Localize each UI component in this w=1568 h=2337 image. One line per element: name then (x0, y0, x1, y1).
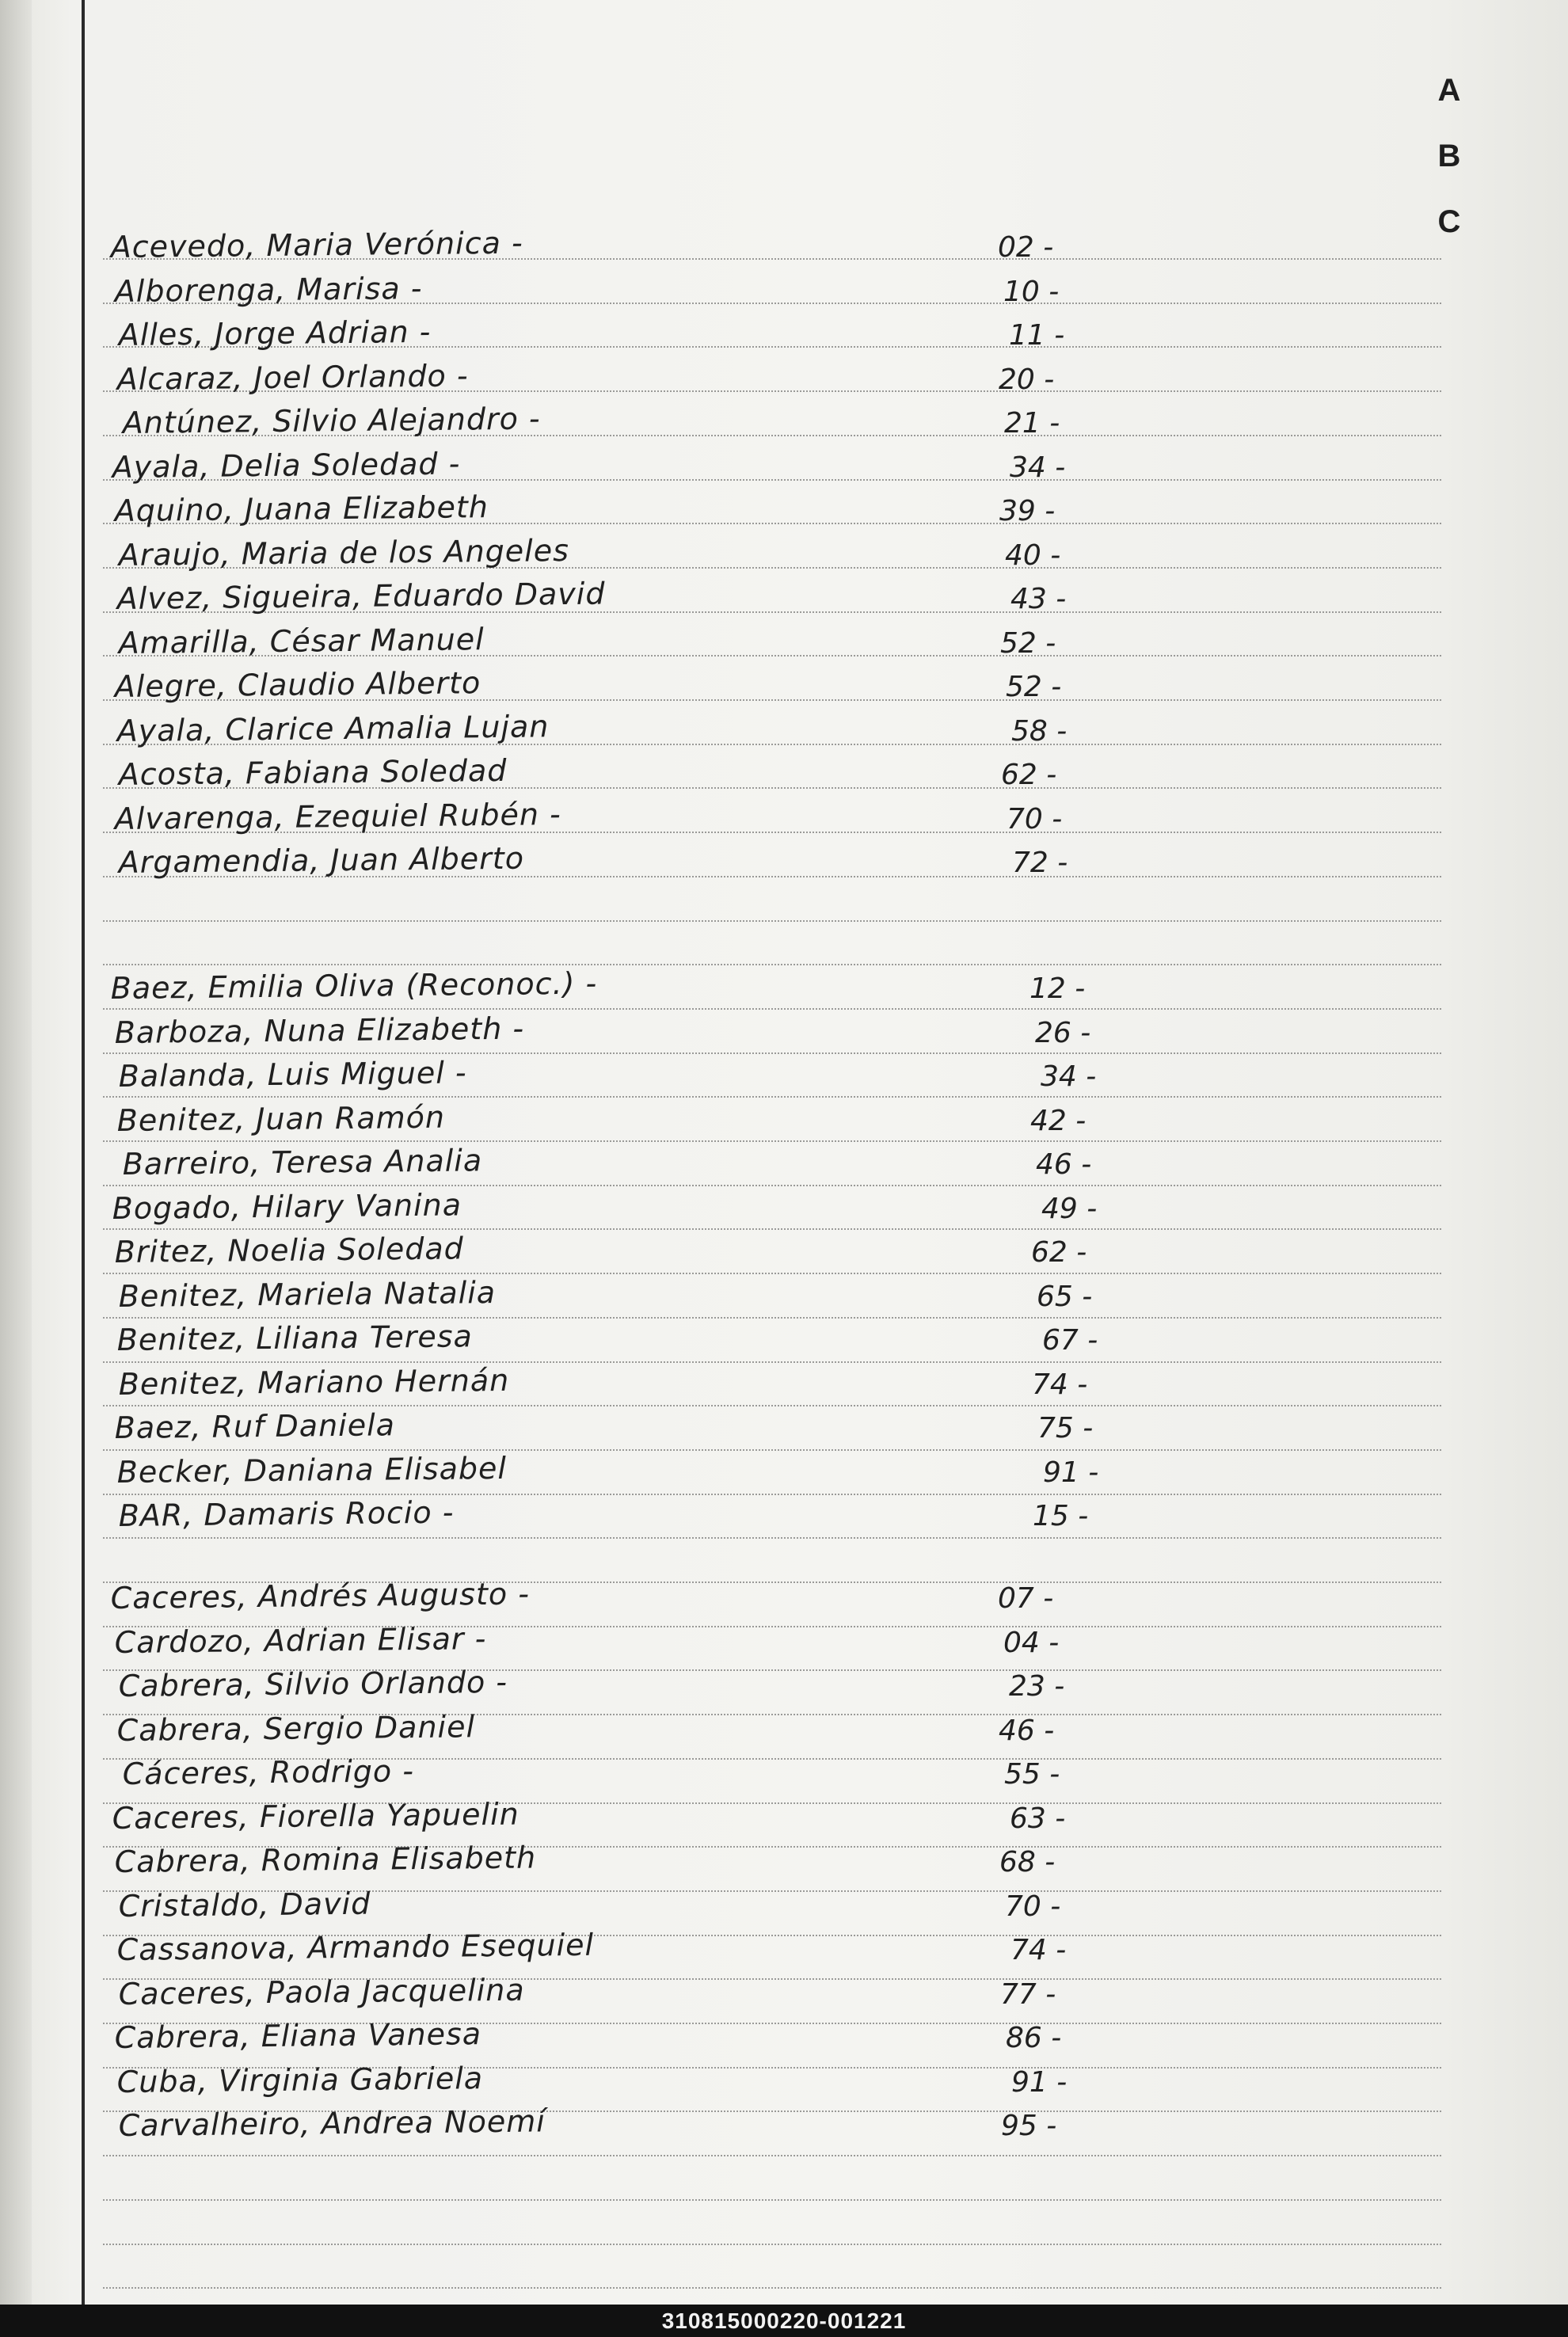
entry-name: Cabrera, Romina Elisabeth (114, 1840, 537, 1879)
entry-name: Aquino, Juana Elizabeth (114, 489, 489, 528)
entry-number: 20 - (999, 363, 1055, 396)
entry-number: 74 - (1032, 1368, 1088, 1401)
entry-name: Benitez, Liliana Teresa (116, 1319, 474, 1357)
entry-name: Amarilla, César Manuel (118, 622, 485, 660)
ruled-line (103, 2155, 1441, 2156)
entry-number: 43 - (1010, 583, 1067, 615)
index-tab-b: B (1437, 139, 1461, 173)
ruled-line (103, 920, 1441, 922)
entry-number: 11 - (1009, 319, 1065, 352)
entry-name: Alvarenga, Ezequiel Rubén - (114, 797, 561, 836)
entry-number: 12 - (1029, 972, 1086, 1005)
entry-name: Cáceres, Rodrigo - (122, 1753, 415, 1791)
entry-number: 07 - (998, 1582, 1054, 1615)
entry-name: Cristaldo, David (118, 1886, 371, 1924)
entry-name: Cabrera, Sergio Daniel (116, 1709, 476, 1748)
index-tab-a: A (1437, 73, 1461, 108)
ruled-line (103, 2244, 1441, 2245)
entry-number: 26 - (1035, 1017, 1091, 1049)
ruled-line (103, 1185, 1441, 1186)
ruled-line (103, 2199, 1441, 2201)
entry-number: 74 - (1010, 1934, 1067, 1966)
entry-name: Cabrera, Eliana Vanesa (114, 2016, 482, 2055)
entry-name: Benitez, Mariano Hernán (118, 1362, 510, 1402)
entry-number: 40 - (1005, 539, 1061, 572)
entry-name: Antúnez, Silvio Alejandro - (122, 401, 541, 440)
entry-number: 86 - (1006, 2022, 1062, 2054)
entry-number: 55 - (1004, 1758, 1060, 1791)
entry-name: Barreiro, Teresa Analia (122, 1143, 483, 1182)
ruled-line (103, 1494, 1441, 1495)
entry-number: 52 - (1000, 627, 1056, 660)
entry-name: Cassanova, Armando Esequiel (116, 1927, 595, 1967)
ruled-line (103, 1405, 1441, 1406)
ruled-line (103, 1317, 1441, 1319)
entry-number: 62 - (1001, 759, 1057, 791)
entry-name: Barboza, Nuna Elizabeth - (114, 1011, 525, 1050)
entry-name: Caceres, Fiorella Yapuelin (112, 1796, 519, 1836)
ruled-line (103, 1537, 1441, 1539)
entry-number: 42 - (1030, 1105, 1087, 1137)
index-tab-c: C (1437, 204, 1461, 239)
entry-number: 58 - (1011, 715, 1068, 748)
entry-number: 46 - (1036, 1148, 1092, 1181)
entry-number: 10 - (1003, 276, 1060, 308)
ruled-line (103, 1140, 1441, 1142)
entry-name: Alegre, Claudio Alberto (114, 665, 481, 704)
footer-id: 310815000220-001221 (0, 2305, 1568, 2337)
entry-number: 77 - (1000, 1978, 1056, 2011)
ruled-line (103, 1096, 1441, 1098)
entry-number: 67 - (1042, 1324, 1098, 1357)
entry-number: 91 - (1043, 1456, 1099, 1489)
entry-name: Becker, Daniana Elisabel (116, 1450, 508, 1490)
entry-number: 34 - (1041, 1060, 1097, 1093)
entry-name: Balanda, Luis Miguel - (118, 1055, 467, 1094)
ruled-line (103, 1361, 1441, 1363)
ruled-line (103, 1449, 1441, 1451)
ruled-line (103, 1228, 1441, 1230)
ruled-line (103, 964, 1441, 965)
entry-number: 62 - (1031, 1236, 1087, 1269)
entry-name: Alborenga, Marisa - (114, 270, 423, 309)
entry-number: 02 - (998, 231, 1054, 264)
entry-name: Acosta, Fabiana Soledad (118, 752, 508, 792)
entry-number: 68 - (999, 1846, 1056, 1878)
entry-number: 34 - (1010, 451, 1066, 484)
ruled-line (103, 1052, 1441, 1054)
entry-name: Cabrera, Silvio Orlando - (118, 1664, 508, 1703)
entry-number: 75 - (1037, 1412, 1094, 1444)
ruled-line (103, 1008, 1441, 1010)
entry-name: Baez, Emilia Oliva (Reconoc.) - (110, 965, 598, 1006)
entry-number: 65 - (1037, 1281, 1093, 1313)
entry-name: Argamendia, Juan Alberto (118, 840, 525, 880)
entry-name: Alvez, Sigueira, Eduardo David (116, 576, 606, 616)
entry-number: 63 - (1010, 1802, 1066, 1835)
ruled-line (103, 1273, 1441, 1274)
entry-name: Cuba, Virginia Gabriela (116, 2061, 484, 2099)
entry-name: BAR, Damaris Rocio - (118, 1494, 455, 1533)
entry-name: Baez, Ruf Daniela (114, 1407, 396, 1445)
entry-number: 52 - (1006, 671, 1062, 703)
entry-name: Alcaraz, Joel Orlando - (116, 358, 469, 397)
entry-number: 49 - (1041, 1193, 1098, 1225)
page-edge-shadow (0, 0, 32, 2305)
entry-number: 91 - (1011, 2066, 1068, 2099)
entry-number: 04 - (1003, 1627, 1060, 1659)
entry-name: Caceres, Paola Jacquelina (118, 1972, 525, 2012)
entry-name: Ayala, Delia Soledad - (112, 446, 461, 485)
entry-number: 46 - (999, 1715, 1055, 1747)
entry-number: 39 - (999, 495, 1056, 527)
entry-number: 70 - (1007, 803, 1063, 835)
entry-name: Acevedo, Maria Verónica - (110, 225, 523, 265)
entry-name: Bogado, Hilary Vanina (112, 1187, 462, 1226)
entry-name: Cardozo, Adrian Elisar - (114, 1621, 487, 1660)
ruled-line (103, 2287, 1441, 2289)
entry-name: Benitez, Juan Ramón (116, 1099, 446, 1138)
entry-name: Araujo, Maria de los Angeles (118, 533, 570, 573)
entry-number: 72 - (1012, 847, 1068, 879)
entry-name: Caceres, Andrés Augusto - (110, 1576, 531, 1616)
entry-number: 15 - (1033, 1500, 1089, 1532)
entry-name: Britez, Noelia Soledad (114, 1231, 464, 1269)
entry-number: 23 - (1009, 1670, 1065, 1703)
entry-name: Alles, Jorge Adrian - (118, 314, 432, 352)
margin-line (82, 0, 85, 2305)
entry-name: Ayala, Clarice Amalia Lujan (116, 709, 550, 748)
entry-number: 21 - (1004, 407, 1060, 440)
entry-number: 70 - (1005, 1890, 1061, 1923)
entry-name: Benitez, Mariela Natalia (118, 1275, 497, 1314)
entry-number: 95 - (1001, 2110, 1057, 2142)
entry-name: Carvalheiro, Andrea Noemí (118, 2103, 546, 2143)
